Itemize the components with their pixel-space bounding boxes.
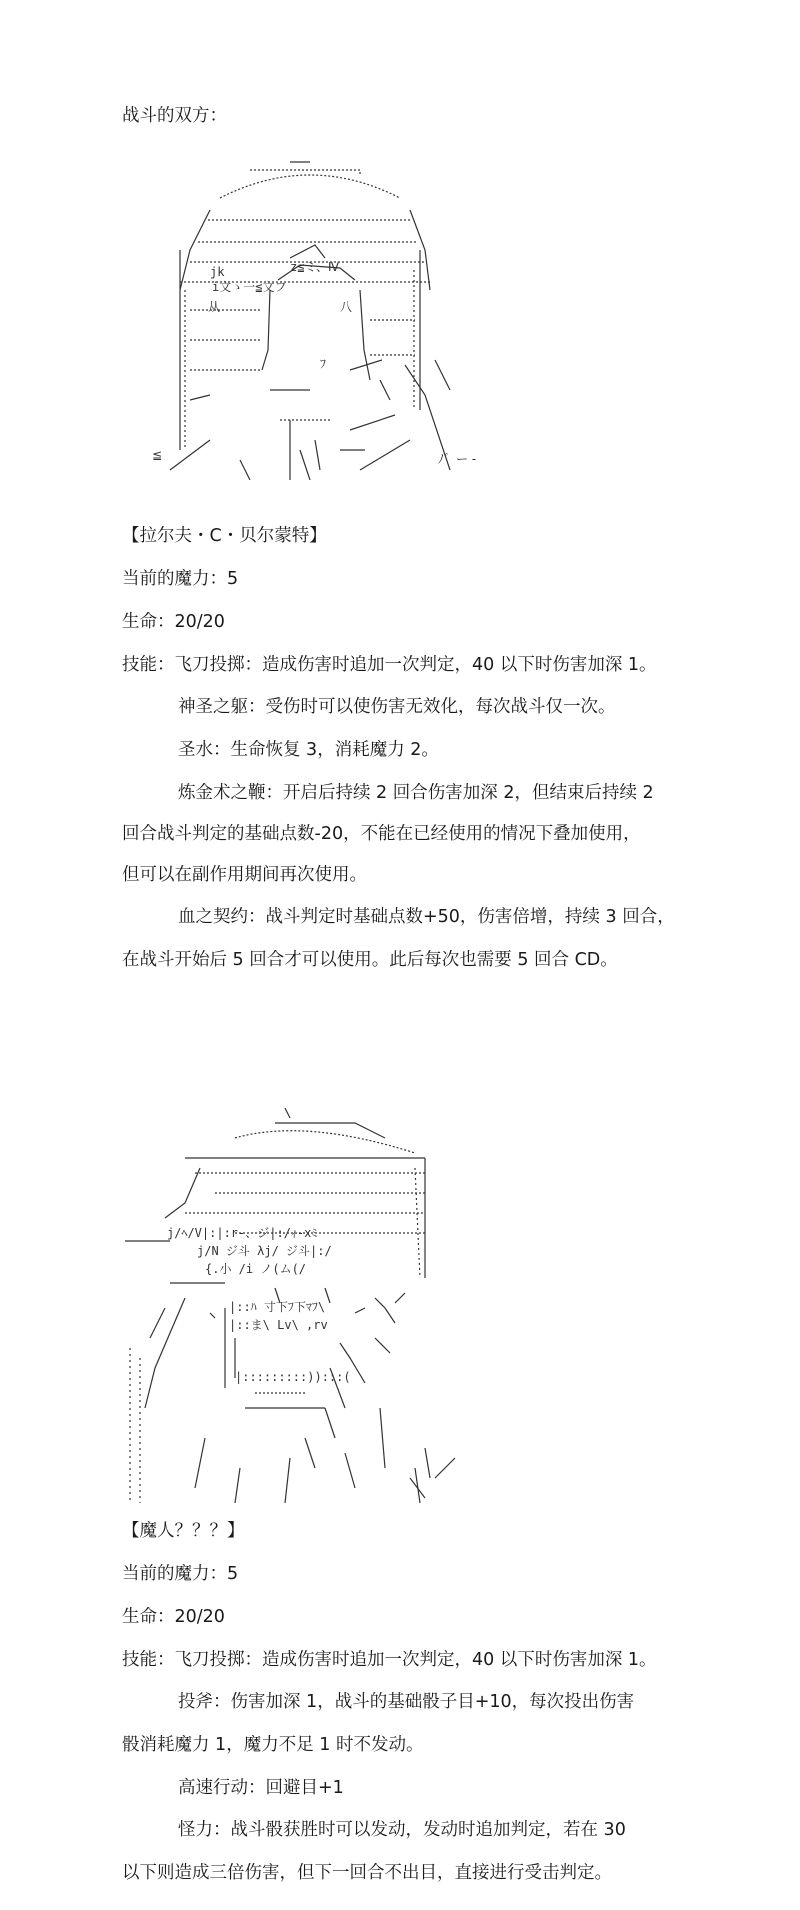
character2-skill-line: 骰消耗魔力 1，魔力不足 1 时不发动。: [122, 1735, 424, 1755]
art1-text-0: jk: [210, 265, 225, 279]
character1-mana: 当前的魔力：5: [122, 569, 239, 589]
character2-life: 生命：20/20: [122, 1607, 225, 1627]
art2-text-2: {.小 /i ノ(ム(/: [205, 1262, 307, 1276]
art1-text-2: i文ゝ一≦文フ: [212, 280, 287, 294]
art2-text-0: j/ﾍ/V|:|:r-、ジ|:/ｨ-xﾐ: [167, 1226, 318, 1240]
character1-skill-line: 但可以在副作用期间再次使用。: [122, 865, 367, 885]
art1-text-7: ﾉ゛ー -: [438, 452, 477, 466]
art1-text-4: 八: [340, 300, 353, 314]
art2-text-5: |:::::::::)):::(: [235, 1370, 351, 1384]
art2-text-4: |::ま\ Lv\ ,rv: [229, 1318, 328, 1332]
art2-text-3: |::ﾊ 寸下ﾌ下ﾏﾌ\: [229, 1300, 326, 1314]
character2-skill-line: 高速行动：回避目+1: [178, 1778, 344, 1798]
art2-text-1: j/N ジ斗 λj/ ジ斗|:/: [197, 1244, 332, 1258]
character1-skill-line: 回合战斗判定的基础点数-20，不能在已经使用的情况下叠加使用，: [122, 824, 641, 844]
character1-name: 【拉尔夫・C・贝尔蒙特】: [122, 526, 327, 546]
ascii-art-portrait-2: [125, 1108, 465, 1508]
ascii-art-portrait-1: [150, 150, 490, 480]
character1-skill-line: 炼金术之鞭：开启后持续 2 回合伤害加深 2，但结束后持续 2: [178, 783, 654, 803]
art1-text-3: 从: [208, 300, 221, 314]
character1-life: 生命：20/20: [122, 612, 225, 632]
character1-skill-line: 血之契约：战斗判定时基础点数+50，伤害倍增，持续 3 回合，: [178, 907, 675, 927]
art1-text-6: ≦: [152, 448, 163, 462]
intro-heading: 战斗的双方：: [122, 106, 227, 126]
art1-text-5: ﾌ: [320, 357, 327, 371]
character2-skill-line: 技能：飞刀投掷：造成伤害时追加一次判定，40 以下时伤害加深 1。: [122, 1650, 657, 1670]
character1-skill-line: 技能：飞刀投掷：造成伤害时追加一次判定，40 以下时伤害加深 1。: [122, 655, 657, 675]
character1-skill-line: 圣水：生命恢复 3，消耗魔力 2。: [178, 740, 439, 760]
character1-skill-line: 在战斗开始后 5 回合才可以使用。此后每次也需要 5 回合 CD。: [122, 950, 618, 970]
character1-skill-line: 神圣之躯：受伤时可以使伤害无效化，每次战斗仅一次。: [178, 697, 616, 717]
character2-name: 【魔人？？？】: [122, 1521, 245, 1541]
character2-skill-line: 投斧：伤害加深 1，战斗的基础骰子目+10，每次投出伤害: [178, 1692, 635, 1712]
character2-skill-line: 以下则造成三倍伤害，但下一回合不出目，直接进行受击判定。: [122, 1863, 612, 1883]
character2-skill-line: 怪力：战斗骰获胜时可以发动，发动时追加判定，若在 30: [178, 1820, 626, 1840]
character2-mana: 当前的魔力：5: [122, 1564, 239, 1584]
art1-text-1: z≦ミ、Ⅳ: [290, 260, 340, 274]
